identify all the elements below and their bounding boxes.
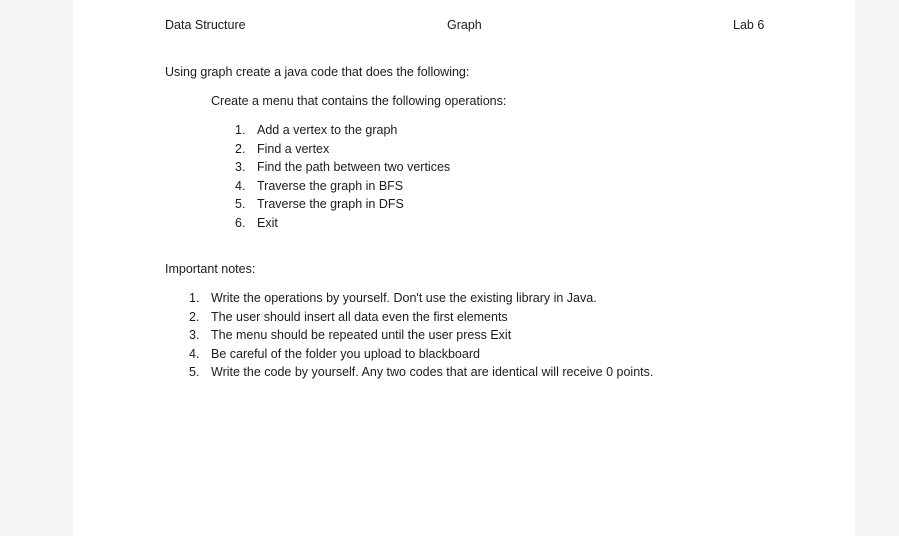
page-header — [165, 18, 765, 36]
list-number: 5. — [189, 365, 200, 379]
menu-lead-text: Create a menu that contains the following operations: — [211, 94, 507, 108]
list-text: Write the operations by yourself. Don't use the existing library in Java. — [211, 291, 597, 305]
list-number: 3. — [189, 328, 200, 342]
list-number: 4. — [189, 346, 200, 361]
list-text: Be careful of the folder you upload to blackboard — [211, 346, 480, 361]
list-number: 4. — [235, 178, 246, 193]
list-number: 6. — [235, 215, 246, 230]
list-number: 3. — [235, 160, 246, 174]
intro-text: Using graph create a java code that does the following: — [165, 65, 470, 79]
list-text: Add a vertex to the graph — [257, 123, 398, 137]
header-course: Data Structure — [165, 18, 246, 32]
list-number: 5. — [235, 197, 246, 211]
notes-heading: Important notes: — [165, 262, 256, 276]
list-text: The menu should be repeated until the user press Exit — [211, 328, 512, 342]
list-number: 1. — [235, 123, 246, 137]
list-text: Find the path between two vertices — [257, 160, 451, 174]
list-text: Traverse the graph in DFS — [257, 197, 404, 211]
header-topic: Graph — [447, 18, 482, 32]
list-text: The user should insert all data even the first elements — [211, 309, 508, 324]
document-page — [73, 0, 855, 536]
list-number: 2. — [235, 141, 246, 156]
list-number: 1. — [189, 291, 200, 305]
list-text: Exit — [257, 215, 278, 230]
header-lab-number: Lab 6 — [733, 18, 765, 32]
list-text: Find a vertex — [257, 141, 330, 156]
list-text: Traverse the graph in BFS — [257, 178, 404, 193]
list-text: Write the code by yourself. Any two codes that are identical will receive 0 points. — [211, 365, 654, 379]
list-number: 2. — [189, 309, 200, 324]
